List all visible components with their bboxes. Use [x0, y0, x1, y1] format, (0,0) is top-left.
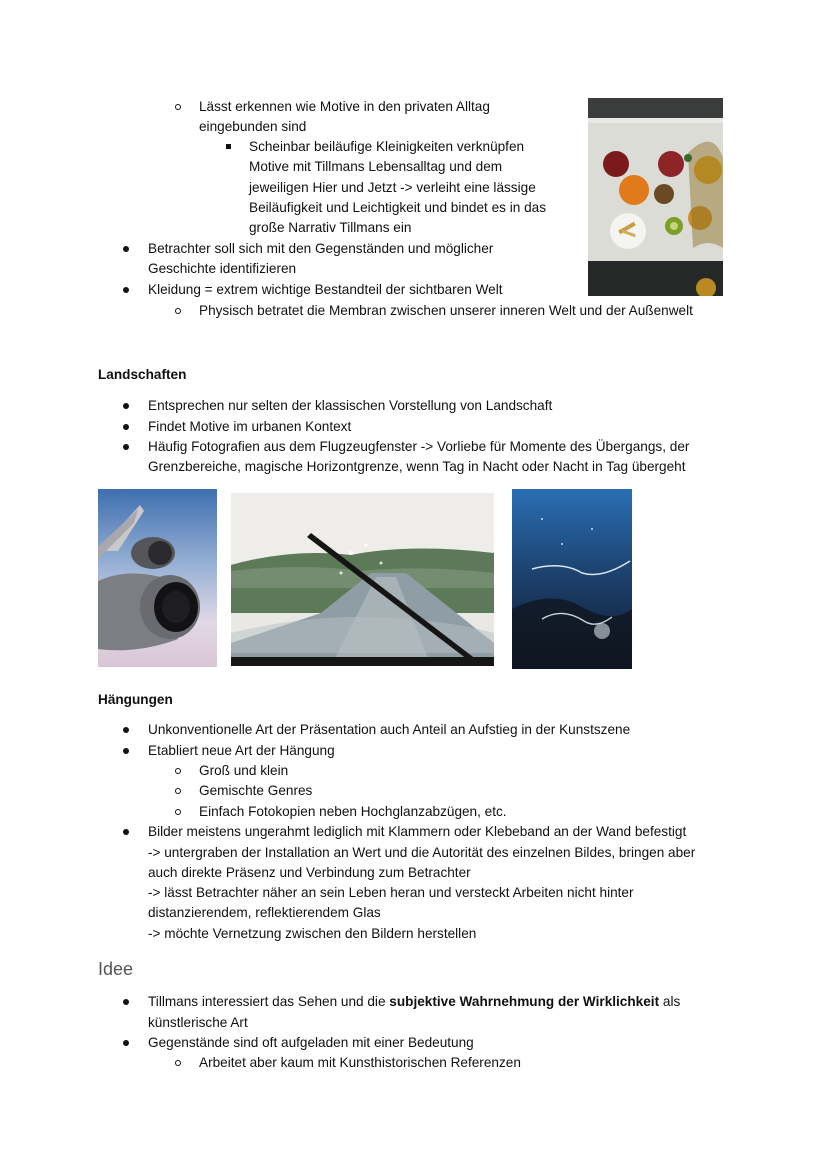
text-line: Grenzbereiche, magische Horizontgrenze, wenn Tag in Nacht oder Nacht in Tag übergeht — [148, 459, 686, 474]
text-line: Groß und klein — [199, 763, 289, 778]
section-heading: Landschaften — [98, 367, 187, 382]
section-heading: Hängungen — [98, 692, 173, 707]
text-line: Geschichte identifizieren — [148, 261, 297, 276]
text-line: Entsprechen nur selten der klassischen Vorstellung von Landschaft — [148, 398, 553, 413]
text-line: -> untergraben der Installation an Wert und die Autorität des einzelnen Bildes, bringen aber — [148, 845, 696, 860]
bold-text: subjektive Wahrnehmung der Wirklichkeit — [389, 994, 660, 1009]
hollow-bullet — [175, 788, 181, 794]
aerial-river-photo — [512, 489, 632, 669]
text-line: Gegenstände sind oft aufgeladen mit einer Bedeutung — [148, 1035, 474, 1050]
hollow-bullet — [175, 1060, 181, 1066]
bullet — [123, 999, 129, 1005]
text-line: Etabliert neue Art der Hängung — [148, 743, 335, 758]
text-line: Unkonventionelle Art der Präsentation auch Anteil an Aufstieg in der Kunstszene — [148, 722, 631, 737]
bullet — [123, 403, 129, 409]
text-span: als — [659, 994, 681, 1009]
hollow-bullet — [175, 104, 181, 110]
bullet — [123, 1040, 129, 1046]
text-line: Häufig Fotografien aus dem Flugzeugfenster -> Vorliebe für Momente des Übergangs, der — [148, 439, 690, 454]
square-bullet — [226, 144, 231, 149]
text-line: künstlerische Art — [148, 1015, 248, 1030]
bullet — [123, 727, 129, 733]
text-line: -> möchte Vernetzung zwischen den Bildern herstellen — [148, 926, 477, 941]
bullet — [123, 424, 129, 430]
still-life-photo — [588, 98, 723, 296]
text-line: große Narrativ Tillmans ein — [249, 220, 412, 235]
bullet — [123, 748, 129, 754]
text-line: distanzierendem, reflektierendem Glas — [148, 905, 381, 920]
text-line: Betrachter soll sich mit den Gegenständen und möglicher — [148, 241, 494, 256]
text-line: Gemischte Genres — [199, 783, 313, 798]
text-line: Findet Motive im urbanen Kontext — [148, 419, 352, 434]
hollow-bullet — [175, 768, 181, 774]
hollow-bullet — [175, 308, 181, 314]
text-line: Scheinbar beiläufige Kleinigkeiten verknüpfen — [249, 139, 525, 154]
text-line: jeweiligen Hier und Jetzt -> verleiht eine lässige — [249, 180, 536, 195]
airplane-engine-photo — [98, 489, 217, 667]
bullet — [123, 444, 129, 450]
text-line — [148, 992, 680, 1012]
text-line: Lässt erkennen wie Motive in den privaten Alltag — [199, 99, 490, 114]
text-line: Einfach Fotokopien neben Hochglanzabzügen, etc. — [199, 804, 507, 819]
bullet — [123, 287, 129, 293]
text-line: Physisch betratet die Membran zwischen unserer inneren Welt und der Außenwelt — [199, 303, 693, 318]
text-line: Motive mit Tillmans Lebensalltag und dem — [249, 159, 503, 174]
text-line: eingebunden sind — [199, 119, 307, 134]
text-span: Tillmans interessiert das Sehen und die — [148, 994, 390, 1009]
text-line: auch direkte Präsenz und Verbindung zum Betrachter — [148, 865, 471, 880]
bullet — [123, 246, 129, 252]
text-line: -> lässt Betrachter näher an sein Leben heran und versteckt Arbeiten nicht hinter — [148, 885, 634, 900]
text-line: Kleidung = extrem wichtige Bestandteil der sichtbaren Welt — [148, 282, 503, 297]
text-line: Beiläufigkeit und Leichtigkeit und bindet es in das — [249, 200, 546, 215]
bullet — [123, 829, 129, 835]
hollow-bullet — [175, 809, 181, 815]
windshield-road-photo — [231, 493, 494, 666]
text-line: Bilder meistens ungerahmt lediglich mit Klammern oder Klebeband an der Wand befestigt — [148, 824, 687, 839]
section-heading: Idee — [98, 959, 134, 979]
text-line: Arbeitet aber kaum mit Kunsthistorischen Referenzen — [199, 1055, 521, 1070]
